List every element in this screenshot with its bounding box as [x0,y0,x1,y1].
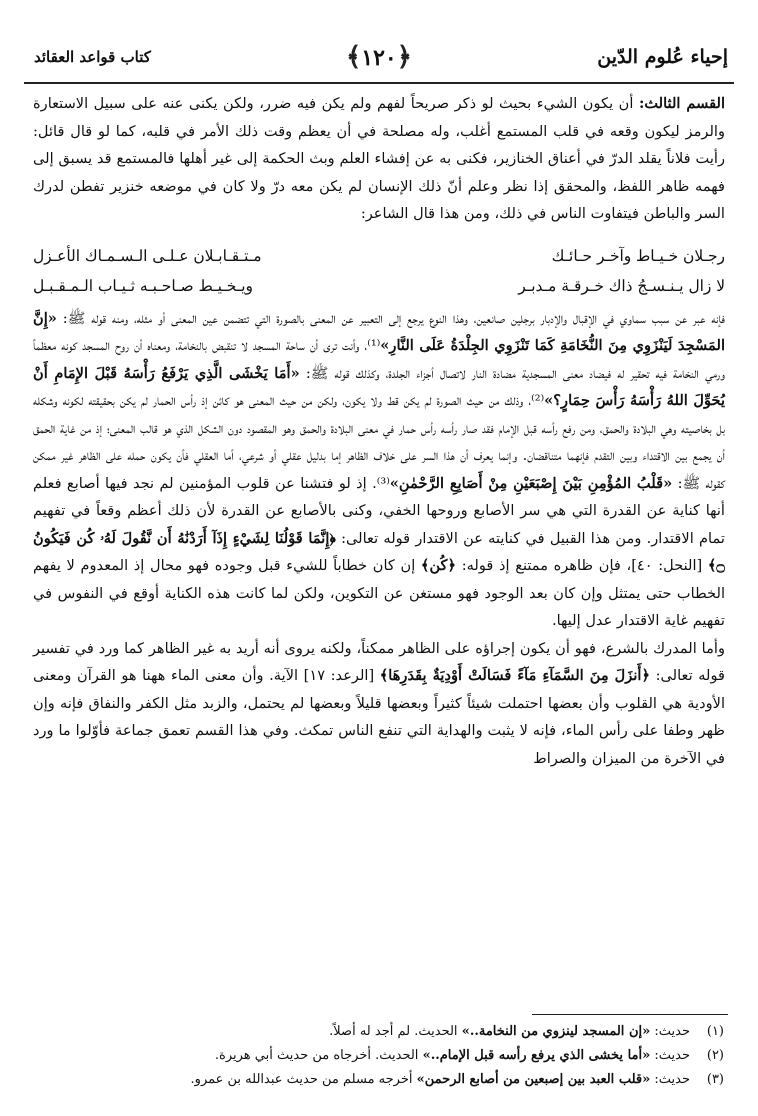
footnote-number: (١) [706,1024,724,1039]
footnote-text [34,1020,690,1044]
right-ornament-icon: ﴾ [346,42,362,72]
footnote-quote: «إن المسجد لينزوي من النخامة..» [461,1024,651,1039]
chapter-title: كتاب قواعد العقائد [34,48,151,66]
footnote-pre: حديث: [650,1024,690,1039]
header-rule [24,82,734,84]
footnote-number: (٣) [706,1072,724,1087]
footnote-quote: «قلب العبد بين إصبعين من أصابع الرحمن» [416,1072,651,1087]
poem-hemistich: لا زال يـنـسـجُ ذاك خـرقـة مـدبـر [518,276,725,295]
footnote-pre: حديث: [650,1072,690,1087]
footnote-2 [34,1044,724,1068]
poem-line-1 [33,241,725,271]
page-number [346,42,412,72]
footnotes [34,1020,724,1092]
quran-verse: ﴿إِنَّمَا قَوْلُنَا لِشَيْءٍ إِذَآ أَرَدْنَٰهُ أَن نَّقُولَ لَهُۥ كُن فَيَكُونُ ۝﴾ [33,529,725,574]
footnote-ref: ⁽¹⁾ [367,337,381,354]
quran-verse: ﴿كُن﴾ [420,557,457,574]
footnote-ref: ⁽²⁾ [531,392,545,409]
footnote-rule [532,1014,728,1015]
text-run: الآية. وأن معنى الماء ههنا هو القرآن ومعنى الأودية هي القلوب وأن بعضها احتملت شيئاً كثيراً وبعضها قليلاً وبعضها لم يحتمل، والزبد مثل الكفر والنفاق فإنه وإن ظهر وطفا على رأس الماء، فإنه لا يثبت والهداية التي تنفع الناس تمكث. وفي هذا القسم تعمق جماعة فأوّلوا ما ورد في الآخرة من الميزان والصراط [33,667,725,767]
left-ornament-icon: ﴿ [396,42,412,72]
poem-hemistich: مـتـقـابـلان عـلـى الـسـمـاك الأعـزل [33,246,262,265]
footnote-text [34,1068,690,1092]
section-heading: القسم الثالث: [638,95,725,112]
footnote-post: الحديث. أخرجاه من حديث أبي هريرة. [214,1048,423,1063]
hadith-quote: «إِنَّ المَسْجِدَ لَيَنْزَوِي مِنَ النُّخَامَةِ كَمَا تَنْزَوِي الجِلْدَةُ عَلَى النَّارِ» [33,309,725,354]
footnote-post: الحديث. لم أجد له أصلاً. [329,1024,462,1039]
paragraph-section-three [33,90,725,228]
footnote-ref: ⁽³⁾ [376,474,390,492]
text-run: فإنه عبر عن سبب سماوي في الإقبال والإدبار برجلين صانعين، وهذا النوع يرجع إلى التعبير عن المعنى بالصورة التي تتضمن عين المعنى أو مثله، ومنه قوله ﷺ: [56,309,726,327]
text-run: وأما المدرك بالشرع، فهو أن يكون إجراؤه على الظاهر ممكناً، ولكنه يروى أنه أريد به غير الظاهر كما ورد في تفسير قوله تعالى: [33,639,726,684]
text-run: إن كان خطاباً للشيء قبل وجوده فهو محال إذ المعدوم لا يفهم الخطاب حتى يمتثل وإن كان بعد الوجود فهو مستغن عن التكوين، ولكن لما كانت هذه الكناية أوقع في النفوس في تفهيم غاية الاقتدار عدل إليها. [33,557,725,629]
hadith-quote: «قَلْبُ المُؤْمِنِ بَيْنَ إِصْبَعَيْنِ مِنْ أَصَابِعِ الرَّحْمٰنِ» [389,474,673,492]
verse-reference: [النحل: ٤٠] [631,557,708,574]
paragraph-2 [33,305,725,635]
footnote-1 [34,1020,724,1044]
paragraph-3 [33,635,725,773]
text-run: . إذ لو فتشنا عن قلوب المؤمنين لم نجد فيها أصابع فعلم أنها كناية عن القدرة التي هي سر الأصابع وروحها الخفي، وكنى بالأصابع عن القدرة لأن ذلك أعظم وقعاً في تفهيم تمام الاقتدار. ومن هذا القبيل في كنايته عن الاقتدار قوله تعالى: [33,474,725,547]
book-title: إحياء عُلوم الدّين [597,46,728,68]
footnote-text [34,1044,690,1068]
footnote-pre: حديث: [650,1048,690,1063]
main-text [33,90,725,772]
quran-verse: ﴿أَنزَلَ مِنَ السَّمَآءِ مَآءً فَسَالَتْ أَوْدِيَةٌ بِقَدَرِهَا﴾ [379,667,650,684]
hadith-quote: «أَمَا يَخْشَى الَّذِي يَرْفَعُ رَأْسَهُ قَبْلَ الإِمَامِ أَنْ يُحَوِّلَ اللهُ رَأْسَهُ رَأْسَ حِمَارٍ؟» [33,364,726,409]
verse-reference: [الرعد: ١٧] [303,667,380,684]
text-run: ، وذلك من حيث الصورة لم يكن قط ولا يكون، ولكن من حيث المعنى هو كائن إذ رأس الحمار لم يكن بحقيقته لكونه وشكله بل بخاصيته وهي البلادة والحمق، ومن رفع رأسه قبل الإمام فقد صار رأسه رأس حمار في معنى البلادة والحمق وهو المقصود دون الشكل الذي هو قالب المعنى؛ إذ من غاية الحمق أن يجمع بين الاقتداء وبين التقدم فإنهما متناقضان. وإنما يعرف أن هذا السر على خلاف الظاهر إما بدليل عقلي أو شرعي، أما العقلي فأن يكون حمله على الظاهر غير ممكن كقوله ﷺ: [33,392,726,492]
footnote-quote: «أما يخشى الذي يرفع رأسه قبل الإمام..» [422,1048,651,1063]
poem-hemistich: رجـلان خـيـاط وآخـر حـائـك [551,246,725,265]
footnote-post: أخرجه مسلم من حديث عبدالله بن عمرو. [190,1072,417,1087]
poem-hemistich: ويـخـيـط صـاحـبـه ثـيـاب الـمـقـبـل [33,276,253,295]
text-run: ، فإن ظاهره ممتنع إذ قوله: [456,557,632,574]
footnote-3 [34,1068,724,1092]
page-header [24,28,734,86]
section-text: أن يكون الشيء بحيث لو ذكر صريحاً لفهم ولم يكن فيه ضرر، ولكن يكنى عنه على سبيل الاستعارة والرمز ليكون وقعه في قلب المستمع أغلب، وله مصلحة في أن يعظم وقت ذلك الأمر في قلبه، كما لو قال قائل: رأيت فلاناً يقلد الدرّ في أعناق الخنازير، فكنى به عن إفشاء العلم وبث الحكمة إلى غير أهلها فالمستمع قد يسبق إلى فهمه ظاهر اللفظ، والمحقق إذا نظر وعلم أنّ ذلك الإنسان لم يكن معه درّ ولا كان في موضعه خنزير تفطن لدرك السر والباطن فيتفاوت الناس في ذلك، ومن هذا قال الشاعر: [33,95,725,222]
page-number-value: ١٢٠ [361,45,397,71]
footnote-number: (٢) [706,1048,724,1063]
poem [33,241,725,301]
text-run: ، وأنت ترى أن ساحة المسجد لا تنقبض بالنخامة، ومعناه أن روح المسجد كونه معظماً ورمي النخامة فيه تحقير له فيضاد معنى المسجدية مضادة النار لاتصال أجزاء الجلدة، وكذلك قوله ﷺ: [33,337,725,382]
poem-line-2 [33,271,725,301]
